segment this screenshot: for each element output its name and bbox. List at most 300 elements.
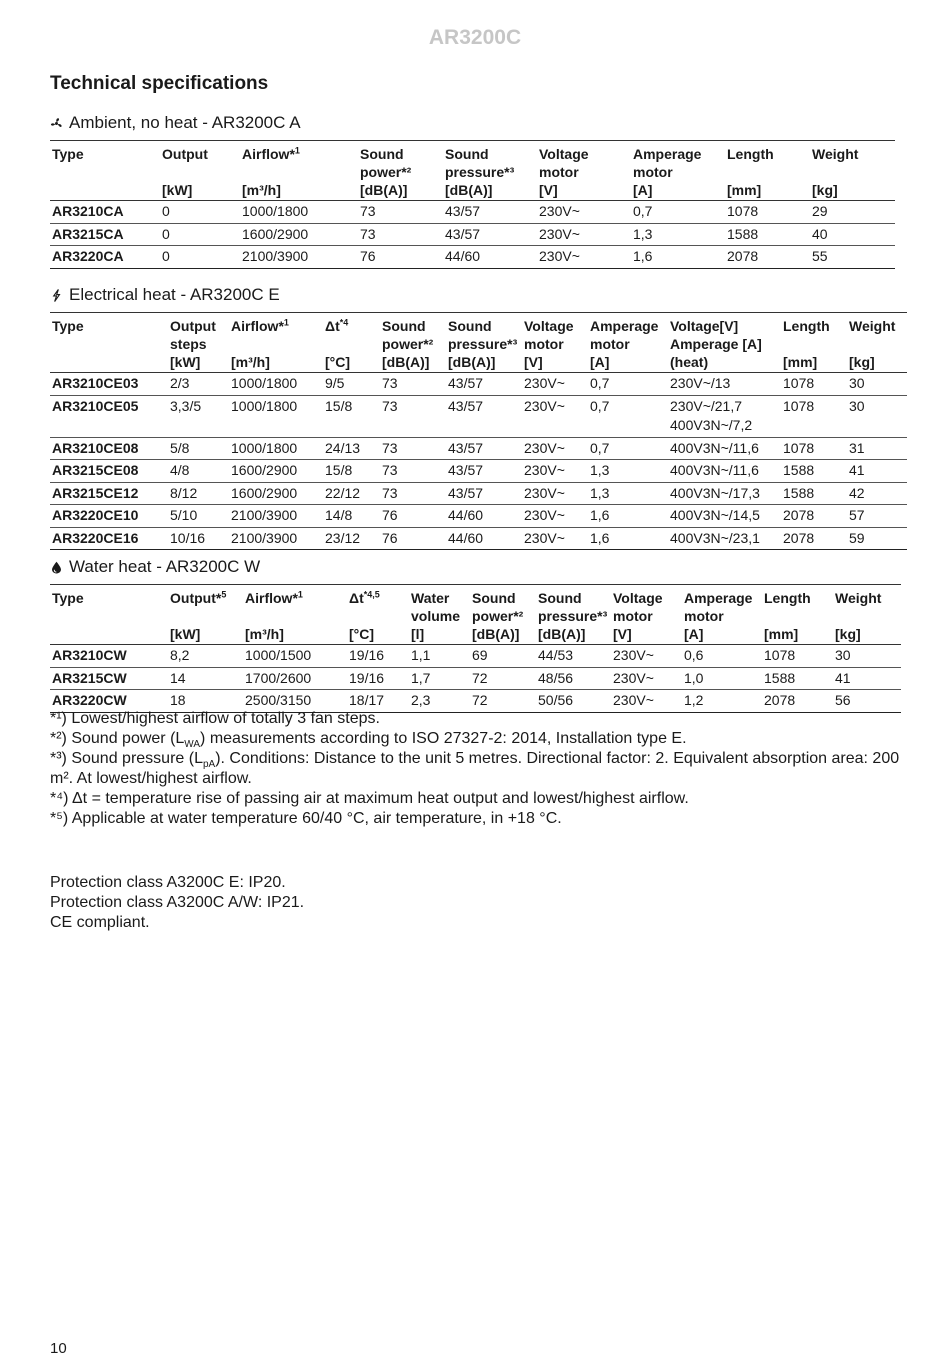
table-cell: 5/10: [170, 507, 198, 523]
table-cell: 76: [360, 248, 376, 264]
table-cell: 48/56: [538, 669, 574, 686]
table-cell: 3,3/5: [170, 397, 202, 414]
table-header-row: [50, 313, 907, 373]
footnote-4: *⁴) Δt = temperature rise of passing air at maximum heat output and lowest/highest airflow.: [50, 790, 689, 807]
table-cell: 230V~: [524, 375, 565, 391]
model-type-cell: AR3220CE10: [52, 507, 139, 523]
column-header-unit: [A]: [633, 182, 653, 198]
column-header-name: Sound: [360, 146, 404, 162]
column-header: [668, 313, 781, 373]
column-header-footnote: 1: [294, 145, 300, 156]
table-cell: 76: [382, 507, 398, 523]
column-header-name-line2: [170, 607, 241, 625]
column-header-name: Output*$^5$: [170, 589, 227, 606]
column-header-name: Type: [52, 590, 84, 606]
water-section: [50, 557, 901, 713]
column-header-unit: [dB(A)]: [538, 626, 586, 642]
column-header: [160, 141, 240, 201]
table-cell: 2100/3900: [231, 529, 298, 546]
table-cell: 1,6: [633, 248, 653, 264]
table-cell: 0,7: [590, 439, 610, 456]
table-cell: 2078: [764, 692, 796, 708]
table-row: [50, 373, 907, 396]
column-header-name-line2: [835, 607, 899, 625]
column-header-name-line2: [52, 163, 158, 181]
table-cell: 2078: [727, 248, 759, 264]
table-cell: 43/57: [445, 203, 481, 219]
column-header-unit: [kg]: [849, 354, 875, 370]
table-cell: 44/53: [538, 647, 574, 663]
column-header-unit: [A]: [590, 354, 610, 370]
table-cell: 57: [849, 507, 865, 523]
model-type-cell: AR3210CW: [52, 647, 127, 663]
table-cell: 1600/2900: [231, 484, 298, 501]
column-header-name-line2: [231, 335, 321, 353]
column-header: [323, 313, 380, 373]
lightning-icon: [50, 289, 63, 302]
table-cell: 1,2: [684, 692, 704, 708]
column-header: [243, 585, 347, 645]
table-cell: 73: [360, 203, 376, 219]
column-header-name: Voltage: [539, 146, 589, 162]
column-header-unit: [m³/h]: [242, 182, 281, 198]
column-header-name: Airflow*$^1$: [242, 145, 300, 162]
table-cell: 44/60: [448, 507, 484, 523]
table-cell: 14: [170, 669, 186, 686]
table-cell: 73: [382, 397, 398, 414]
column-header-unit: [dB(A)]: [382, 354, 430, 370]
column-header-name: Output: [170, 318, 216, 334]
column-header-name-line2: power*²: [360, 164, 412, 180]
model-type-cell: AR3210CE08: [52, 439, 139, 456]
protection-line: Protection class A3200C E: IP20.: [50, 874, 286, 891]
column-header-name-line2: [52, 335, 166, 353]
model-type-cell: AR3220CE16: [52, 529, 139, 546]
table-cell: 230V~: [524, 529, 565, 546]
water-drop-icon: [50, 561, 63, 574]
column-header-name-line2: power*²: [472, 608, 524, 624]
footnote-3: *³) Sound pressure $(L_{pA})$. Conditions: Distance to the unit 5 metres. Directional factor: 2. Equivalent absorption area: 200 m². At lowest/highest airflow.: [50, 750, 900, 787]
column-header-footnote: 1: [283, 317, 289, 328]
column-header-unit: [kW]: [170, 354, 201, 370]
table-row: [50, 246, 895, 269]
column-header-name: Airflow*$^1$: [231, 317, 289, 334]
table-cell: 1078: [783, 397, 815, 414]
column-header: [446, 313, 522, 373]
table-cell: 30: [835, 647, 851, 663]
footnote-5: *⁵) Applicable at water temperature 60/40 °C, air temperature, in +18 °C.: [50, 810, 562, 827]
table-cell: 1,6: [590, 529, 610, 546]
table-cell: 2100/3900: [242, 248, 309, 264]
column-header: [833, 585, 901, 645]
column-header-unit: [m³/h]: [245, 626, 284, 642]
model-type-cell: AR3215CW: [52, 669, 127, 686]
table-cell: 41: [835, 669, 851, 686]
table-cell: 44/60: [445, 248, 481, 264]
column-header-unit: [mm]: [764, 626, 799, 642]
model-type-cell: AR3210CA: [52, 203, 124, 219]
column-header: [588, 313, 668, 373]
table-cell: 31: [849, 439, 865, 456]
table-cell: 1000/1800: [231, 375, 298, 391]
column-header-footnote: 5: [221, 589, 227, 600]
table-cell: 4/8: [170, 462, 190, 478]
table-cell: 400V3N~/14,5: [670, 507, 760, 523]
table-cell: 230V~: [524, 462, 565, 478]
table-cell: 73: [382, 462, 398, 478]
column-header: [810, 141, 895, 201]
column-header-name-line2: [783, 335, 845, 353]
column-header: [536, 585, 611, 645]
table-cell: 400V3N~/11,6: [670, 462, 759, 478]
table-cell: 18/17: [349, 692, 385, 708]
column-header-unit: [52, 181, 158, 199]
table-cell: 43/57: [448, 439, 484, 456]
table-cell: 43/57: [448, 462, 484, 478]
protection-line: Protection class A3200C A/W: IP21.: [50, 894, 305, 911]
column-header-name: Weight: [812, 146, 859, 162]
column-header-name: Output: [162, 146, 208, 162]
table-cell: 230V~: [524, 439, 565, 456]
table-cell: 23/12: [325, 529, 361, 546]
column-header: [168, 585, 243, 645]
column-header-name-line2: [242, 163, 356, 181]
table-cell: 1000/1500: [245, 647, 312, 663]
table-cell: 1078: [783, 439, 815, 456]
column-header-name-line2: motor: [684, 608, 724, 624]
column-header: [50, 585, 168, 645]
table-cell: 1078: [764, 647, 796, 663]
table-cell: 15/8: [325, 397, 353, 414]
table-cell: 1588: [764, 669, 796, 686]
column-header-unit: [dB(A)]: [448, 354, 496, 370]
table-cell: 230V~/13: [670, 375, 731, 391]
column-header: [358, 141, 443, 201]
table-cell: 1078: [783, 375, 815, 391]
column-header-name-line2: motor: [613, 608, 653, 624]
table-cell: 0: [162, 225, 170, 242]
table-cell: 8,2: [170, 647, 190, 663]
table-cell: 0,7: [590, 375, 610, 391]
column-header-name-line2: [52, 607, 166, 625]
column-header-unit: [dB(A)]: [472, 626, 520, 642]
column-header-name: Length: [783, 318, 830, 334]
column-header-name-line2: volume: [411, 608, 461, 624]
column-header-footnote: *4,5: [363, 589, 380, 600]
table-cell: 0,7: [590, 397, 610, 414]
table-row: [50, 223, 895, 246]
column-header-name-line2: power*²: [382, 336, 434, 352]
column-header-name: Weight: [835, 590, 882, 606]
column-header: [240, 141, 358, 201]
table-cell: 19/16: [349, 669, 385, 686]
ambient-spec-table: [50, 140, 895, 269]
column-header-unit: [mm]: [783, 354, 818, 370]
column-header-name: Sound: [472, 590, 516, 606]
table-cell: 230V~: [613, 669, 654, 686]
table-cell: 73: [382, 375, 398, 391]
table-row: [50, 460, 907, 483]
table-row: [50, 482, 907, 505]
model-type-cell: AR3210CE03: [52, 375, 139, 391]
table-cell: 14/8: [325, 507, 353, 523]
table-cell: 1700/2600: [245, 669, 312, 686]
table-cell: 43/57: [448, 375, 484, 391]
table-cell: 22/12: [325, 484, 361, 501]
table-cell: 73: [382, 439, 398, 456]
electrical-spec-table: [50, 312, 907, 550]
table-cell: 59: [849, 529, 865, 546]
column-header: [631, 141, 725, 201]
column-header-name-line2: [245, 607, 345, 625]
column-header-name-line2: steps: [170, 336, 207, 352]
column-header: [229, 313, 323, 373]
column-header: [347, 585, 409, 645]
table-cell: 72: [472, 669, 488, 686]
table-cell: 43/57: [448, 484, 484, 501]
column-header-name: Sound: [445, 146, 489, 162]
table-cell: 2078: [783, 507, 815, 523]
column-header-name: $\Delta t^{*4}$: [325, 317, 349, 334]
column-header-name: Sound: [382, 318, 426, 334]
column-header-name-line2: [727, 163, 808, 181]
table-cell: 1000/1800: [231, 397, 298, 414]
table-cell: 230V~: [613, 692, 654, 708]
column-header-footnote: *4: [339, 317, 349, 328]
table-cell: 1,7: [411, 669, 431, 686]
column-header-name-line2: [162, 163, 238, 181]
model-type-cell: AR3215CE08: [52, 462, 139, 478]
column-header-unit: [kg]: [812, 182, 838, 198]
table-cell: 43/57: [445, 225, 481, 242]
column-header-name: Weight: [849, 318, 896, 334]
table-cell: 230V~: [539, 248, 580, 264]
table-cell: 400V3N~/11,6: [670, 439, 759, 456]
model-type-cell: AR3215CE12: [52, 484, 139, 501]
footnote-1: *¹) Lowest/highest airflow of totally 3 fan steps.: [50, 710, 380, 727]
column-header-unit: [52, 353, 166, 371]
model-type-cell: AR3220CW: [52, 692, 127, 708]
table-cell: 2,3: [411, 692, 431, 708]
table-cell: 1,6: [590, 507, 610, 523]
table-cell: 0,6: [684, 647, 704, 663]
column-header-name-line2: pressure*³: [538, 608, 608, 624]
table-cell: 50/56: [538, 692, 574, 708]
column-header-name-line2: motor: [590, 336, 630, 352]
table-row: [50, 667, 901, 690]
electrical-section-title: Electrical heat - AR3200C E: [69, 285, 280, 304]
table-cell: 18: [170, 692, 186, 708]
table-cell: 0: [162, 248, 170, 264]
column-header-unit: [dB(A)]: [360, 182, 408, 198]
column-header-name: Length: [764, 590, 811, 606]
table-cell: 15/8: [325, 462, 353, 478]
table-cell: 1000/1800: [231, 439, 298, 456]
table-cell: 1,1: [411, 647, 431, 663]
table-row: [50, 395, 907, 437]
table-cell: 72: [472, 692, 488, 708]
page-number: 10: [50, 1340, 67, 1357]
column-header-unit: [°C]: [325, 354, 351, 370]
table-cell: 19/16: [349, 647, 385, 663]
column-header: [380, 313, 446, 373]
ambient-section: [50, 113, 895, 269]
column-header: [537, 141, 631, 201]
table-cell: 10/16: [170, 529, 206, 546]
column-header-name-line2: [325, 335, 378, 353]
table-cell: 1,3: [590, 462, 610, 478]
column-header-unit: [kW]: [162, 182, 193, 198]
column-header-name: Voltage: [524, 318, 574, 334]
table-row: [50, 505, 907, 528]
column-header-name-line2: pressure*³: [445, 164, 515, 180]
table-header-row: [50, 141, 895, 201]
column-header-unit: [°C]: [349, 626, 375, 642]
table-cell: 43/57: [448, 397, 484, 414]
footnote-2: *²) Sound power $(L_{WA})$ measurements according to ISO 27327-2: 2014, Installation type E.: [50, 730, 687, 751]
table-cell: 230V~: [539, 225, 580, 242]
column-header-unit: [mm]: [727, 182, 762, 198]
table-cell: 230V~: [613, 647, 654, 663]
column-header-name: Voltage[V]: [670, 318, 739, 334]
column-header-unit: [A]: [684, 626, 704, 642]
table-cell: 2100/3900: [231, 507, 298, 523]
model-type-cell: AR3210CE05: [52, 397, 139, 414]
column-header-unit: [V]: [539, 182, 558, 198]
table-cell: 1600/2900: [242, 225, 309, 242]
column-header: [50, 141, 160, 201]
column-header-name: Length: [727, 146, 774, 162]
table-cell: 1588: [783, 462, 815, 478]
table-row: [50, 645, 901, 668]
column-header-name-line2: [812, 163, 893, 181]
cell-line: 230V~/21,7: [670, 397, 743, 414]
column-header: [781, 313, 847, 373]
column-header-name: Amperage: [633, 146, 702, 162]
column-header: [682, 585, 762, 645]
column-header-name: Airflow*$^1$: [245, 589, 303, 606]
column-header-name-line2: motor: [633, 164, 673, 180]
column-header-name-line2: [349, 607, 407, 625]
table-cell: 230V~: [539, 203, 580, 219]
table-cell: 230V~: [524, 484, 565, 501]
table-cell: 1,3: [590, 484, 610, 501]
column-header-name-line2: motor: [524, 336, 564, 352]
column-header-name: Voltage: [613, 590, 663, 606]
column-header-name: Δt$^{*4,5}$: [349, 589, 380, 606]
protection-info: [50, 873, 304, 933]
column-header-name: Type: [52, 318, 84, 334]
column-header-unit: [dB(A)]: [445, 182, 493, 198]
water-spec-table: [50, 584, 901, 713]
table-cell: 1,3: [633, 225, 653, 242]
column-header-unit: [m³/h]: [231, 354, 270, 370]
column-header-name: Amperage: [684, 590, 753, 606]
column-header: [409, 585, 470, 645]
table-row: [50, 527, 907, 550]
table-cell: 44/60: [448, 529, 484, 546]
table-cell: 55: [812, 248, 828, 264]
column-header-name: Type: [52, 146, 84, 162]
table-row: [50, 437, 907, 460]
column-header-footnote: 1: [297, 589, 303, 600]
document-header: AR3200C: [428, 26, 522, 49]
table-cell: 69: [472, 647, 488, 663]
column-header-unit: (heat): [670, 354, 709, 370]
table-cell: 230V~: [524, 507, 565, 523]
column-header-name-line2: pressure*³: [448, 336, 518, 352]
column-header-unit: [kg]: [835, 626, 861, 642]
column-header-unit: [52, 625, 166, 643]
column-header-unit: [V]: [613, 626, 632, 642]
table-cell: 2/3: [170, 375, 190, 391]
table-cell: 40: [812, 225, 828, 242]
table-row: [50, 201, 895, 224]
table-cell: 24/13: [325, 439, 361, 456]
column-header-name: Water: [411, 590, 450, 606]
table-cell: 73: [360, 225, 376, 242]
table-cell: 9/5: [325, 375, 345, 391]
ambient-section-title: Ambient, no heat - AR3200C A: [69, 113, 301, 132]
fan-icon: [50, 117, 63, 130]
electrical-section: [50, 285, 907, 550]
column-header: [762, 585, 833, 645]
column-header-unit: [l]: [411, 626, 425, 642]
table-cell: 230V~: [524, 397, 565, 414]
table-cell: 0: [162, 203, 170, 219]
model-type-cell: AR3220CA: [52, 248, 124, 264]
column-header: [847, 313, 907, 373]
table-cell: 42: [849, 484, 865, 501]
cell-line: 400V3N~/7,2: [670, 417, 753, 433]
column-header-name-line2: [764, 607, 831, 625]
table-cell: 29: [812, 203, 828, 219]
table-cell: 1078: [727, 203, 759, 219]
table-cell: 2500/3150: [245, 692, 312, 708]
table-cell: 41: [849, 462, 865, 478]
column-header-name-line2: [849, 335, 905, 353]
column-header: [470, 585, 536, 645]
table-cell: 1000/1800: [242, 203, 309, 219]
column-header: [443, 141, 537, 201]
table-cell: 5/8: [170, 439, 190, 456]
table-cell: [668, 395, 781, 437]
column-header: [522, 313, 588, 373]
table-cell: 56: [835, 692, 851, 708]
column-header-name: Sound: [448, 318, 492, 334]
table-cell: 30: [849, 397, 865, 414]
compliance-line: CE compliant.: [50, 914, 150, 931]
page-title: Technical specifications: [50, 73, 269, 94]
table-cell: 76: [382, 529, 398, 546]
table-header-row: [50, 585, 901, 645]
column-header: [50, 313, 168, 373]
table-cell: 1600/2900: [231, 462, 298, 478]
footnotes: [50, 709, 910, 829]
table-cell: 1,0: [684, 669, 704, 686]
table-cell: 30: [849, 375, 865, 391]
table-cell: 1588: [727, 225, 759, 242]
column-header-unit: [V]: [524, 354, 543, 370]
column-header-name-line2: motor: [539, 164, 579, 180]
table-cell: 1588: [783, 484, 815, 501]
table-cell: 73: [382, 484, 398, 501]
water-section-title: Water heat - AR3200C W: [69, 557, 261, 576]
column-header-name: Amperage: [590, 318, 659, 334]
table-cell: 8/12: [170, 484, 198, 501]
model-type-cell: AR3215CA: [52, 225, 124, 242]
column-header: [168, 313, 229, 373]
